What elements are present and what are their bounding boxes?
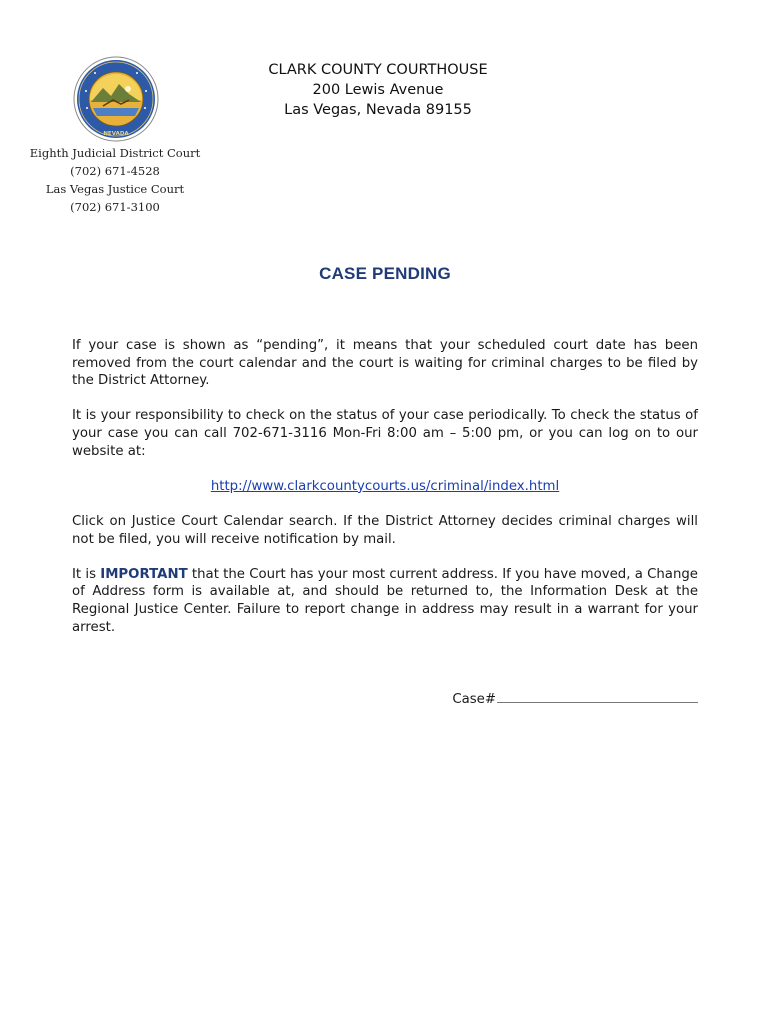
courthouse-name: CLARK COUNTY COURTHOUSE	[268, 62, 488, 78]
case-number-label: Case#	[452, 692, 496, 707]
status-check-paragraph: It is your responsibility to check on the status of your case periodically. To check the status of your case you can call 702-671-3116 Mon-Fri 8:00 am – 5:00 pm, or you can log on to our website at:	[72, 408, 698, 459]
calendar-search-paragraph: Click on Justice Court Calendar search. If the District Attorney decides criminal charges will not be filed, you will receive notification by mail.	[72, 513, 698, 547]
address-notice-paragraph	[72, 566, 698, 636]
pending-explanation-paragraph: If your case is shown as “pending”, it means that your scheduled court date has been removed from the court calendar and the court is waiting for criminal charges to be filed by the District Attorney.	[72, 338, 698, 389]
district-court-name: Eighth Judicial District Court	[29, 146, 201, 160]
website-link-row	[72, 478, 698, 496]
district-court-phone: (702) 671-4528	[70, 164, 160, 178]
website-link[interactable]: http://www.clarkcountycourts.us/criminal/index.html	[210, 478, 560, 494]
document-body	[72, 337, 698, 654]
document-title: CASE PENDING	[319, 264, 451, 283]
court-contacts	[0, 144, 230, 216]
justice-court-phone: (702) 671-3100	[70, 200, 160, 214]
courthouse-city: Las Vegas, Nevada 89155	[284, 102, 472, 118]
nevada-state-seal-icon	[73, 56, 159, 142]
justice-court-name: Las Vegas Justice Court	[45, 182, 185, 196]
address-notice-end: that the Court has your most current address. If you have moved, a Change of Address form is available at, and should be returned to, the Information Desk at the Regional Justice Center. Failure to report change in address may result in a warrant for your arrest.	[72, 566, 698, 635]
important-emphasis: IMPORTANT	[100, 566, 188, 582]
case-number-field	[452, 688, 698, 707]
seal-graphic	[73, 56, 159, 142]
address-notice-start: It is	[72, 566, 101, 582]
case-number-blank-line[interactable]	[497, 688, 698, 703]
svg-text:NEVADA: NEVADA	[103, 131, 129, 137]
courthouse-address	[228, 60, 528, 120]
courthouse-street: 200 Lewis Avenue	[312, 82, 444, 98]
